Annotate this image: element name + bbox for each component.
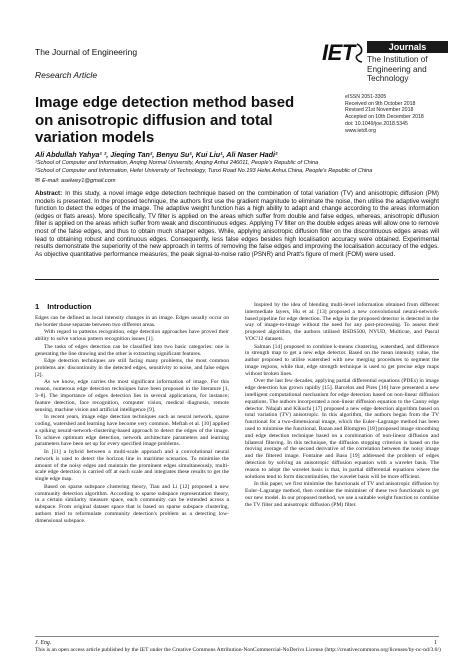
section-number: 1 — [35, 302, 40, 311]
iet-journals-logo — [322, 40, 448, 83]
paragraph: Salman [14] proposed to combine k-means clustering, watershed, and difference in strength map to get a new edge detector. Based on the mean intensity value, the author proposed to utilise watershed with new merging procedures to segment the image regions, while that, edge strength technique is used to get precise edge maps without broken lines. — [245, 343, 439, 377]
license-notice: This is an open access article published by the IET under the Creative Commons Attribution-NonCommercial-NoDerivs License (http://creativecommons.org/licenses/by-nc-nd/3.0/) — [35, 647, 441, 653]
meta-accepted: Accepted on 10th December 2018 — [345, 114, 424, 121]
right-column — [245, 302, 439, 509]
meta-website: www.ietdl.org — [345, 127, 376, 134]
article-meta — [345, 94, 465, 134]
abstract-label: Abstract: — [35, 190, 63, 197]
logo-mark-icon — [355, 43, 364, 63]
abstract-text: In this study, a novel image edge detection technique based on the combination of total variation (TV) and anisotropic diffusion (PM) models is presented. In the proposed technique, the authors first use the gradient magnitude to eliminate the noise, then utilise the adaptive weight function to detect the edges of the image. The adaptive weight function has a high ability to adapt and change according to the areas information (edges or flats areas). More specifically, TV filter is applied on the areas which suffer from double and false edges, whereas, anisotropic diffusion filter is applied on the areas which suffer from weak and discontinuous edges. Applying TV filter on the double edges areas will allow one to remove most of the false edges, and thus to obtain much sharper edges. While, applying anisotropic diffusion filter on the discontinuous edges areas will lead to obtaining robust and continuous edges. Consequently, less false edges besides high localisation accuracy were obtained. Experimental results demonstrate the superiority of the new approach in terms of removing the false edges and improving the localisation accuracy of the edges. As objective quantitative performance measures, the peak signal-to-noise ratio (PSNR) and Pratt's figure of merit (FOM) were used. — [35, 190, 439, 258]
paper-title: Image edge detection method based on anisotropic diffusion and total variation models — [35, 94, 295, 146]
paragraph: Edge detection techniques are still facing many problems, the most common problems are: discontinuity in the detected edges, sensitivity to noise, and false edges [2]. — [35, 358, 229, 378]
article-type: Research Article — [35, 70, 98, 80]
logo-journals-label: Journals — [367, 41, 448, 53]
affiliation-1: ¹School of Computer and Information, Anqing Normal University, Anqing Anhui 246011, People's Republic of China — [35, 160, 319, 166]
left-column — [35, 315, 229, 525]
meta-doi: doi: 10.1049/joe.2018.5345 — [345, 120, 408, 127]
meta-revised: Revised 21st November 2018 — [345, 107, 414, 114]
contact-email — [35, 177, 115, 184]
meta-eissn: eISSN 2051-3305 — [345, 94, 387, 100]
paragraph: Inspired by the idea of blending multi-level information obtained from different intermediate layers, Hu et al. [13] proposed a new convolutional neural-network-based pipeline for edge detection. The edge in the proposed detector is detected in the way of image-to-image without the need for any post-processing. To assess their proposed algorithm, the authors utilised BSDS500, NYUD, Multicue, and Pascal VOC'12 datasets. — [245, 302, 439, 342]
footer-divider — [35, 636, 439, 637]
paragraph: The tasks of edges detection can be classified into two basic categories: one is generating the line drawing and the other is extracting significant features. — [35, 343, 229, 357]
meta-received: Received on 9th October 2018 — [345, 100, 416, 107]
paragraph: In [11] a hybrid between a multi-scale approach and a convolutional neural network is used to detect the horizon line in maritime scenarios. To minimise the amount of the noisy edges and maintain the prominent edges simultaneously, multi-scale edge detection is carried off at each scale and integrates these results to get the single edge map. — [35, 448, 229, 483]
section-heading — [35, 302, 92, 311]
section-title: Introduction — [47, 302, 92, 311]
abstract-divider — [35, 279, 439, 280]
abstract — [35, 190, 439, 258]
logo-institution-line2: Engineering and Technology — [367, 64, 427, 83]
logo-institution-line1: The Institution of — [367, 55, 428, 64]
paragraph: In this paper, we first minimise the functionals of TV and anisotropic diffusion by Euler–Lagrange method, then combine the minimiser of these two functionals to get our new model. In our proposed method, we use a suitable weight function to combine the TV filter and anisotropic diffusion (PM) filter. — [245, 481, 439, 508]
paragraph: As we know, edge carries the most significant information of image. For this reason, numerous edge detection techniques have been proposed in the literature [1, 3–8]. The importance of edges detection lies in several applications, for instance; feature detection, face recognition, computer vision, medical diagnosis, remote sensing, machine vision and artificial intelligence [9]. — [35, 379, 229, 413]
paragraph: Over the last few decades, applying partial differential equations (PDEs) in image edge detection has grown rapidly [15]. Barcelos and Pires [16] have presented a new intelligent computational mechanism for edge detection based on non-linear diffusion equations. The authors incorporated a non-linear diffusion equation to the Canny edge detector. Ndajah and Kikuchi [17] proposed a new edge detection algorithm based on total variation (TV) anisotropic. In this algorithm, the authors began from the TV functional for a two-dimensional image, which the Euler–Lagrange method has been used to minimise the functional. Bazan and Blomgren [18] proposed image smoothing and edge detection technique based on a combination of non-linear diffusion and bilateral filtering. In this technique, the diffusion stopping criterion is based on the moving average of the second derivative of the correlation between the noisy image and the filtered image. Fontaine and Basu [19] addressed the problem of edges detection by solving an anisotropic diffusion equation with a wavelet basis. The reason to adopt the wavelet basis is that, in partial differential equations where the solutions tend to form discontinuities, the wavelet basis will be more efficient. — [245, 378, 439, 480]
envelope-icon: ✉ — [35, 178, 41, 184]
paragraph: Edges can be defined as local intensity changes in an image. Edges usually occur on the border those separate between two different areas. — [35, 315, 229, 328]
email-text: E-mail: aselwey1@gmail.com — [42, 178, 116, 184]
paragraph: With regard to patterns recognition, edge detection approaches have proved their ability to solve various pattern recognition issues [1]. — [35, 329, 229, 343]
footer-journal-abbrev: J. Eng. — [35, 640, 52, 646]
logo-institution — [367, 55, 457, 84]
author-list: Ali Abdullah Yahya¹ ², Jieqing Tan², Benyu Su¹, Kui Liu¹, Ali Naser Hadi² — [35, 150, 278, 159]
affiliation-2: ²School of Computer and Information, Hefei University of Technology, Tunxi Road No.193 Hefei.Anhui.China, People's Republic of China — [35, 168, 373, 174]
paragraph: In recent years, image edge detection techniques such as neural network, sparse coding, watershed and learning have become very common. Meftah et al. [10] applied a spiking neural-network-clustering-based approach to detect the edges of the image. To achieve optimum edge detection, network architecture parameters and learning parameters have been set up for every specified image problems. — [35, 414, 229, 448]
logo-acronym: IET — [322, 40, 355, 65]
journal-name: The Journal of Engineering — [35, 47, 138, 57]
page-number: 1 — [434, 640, 437, 646]
paragraph: Based on sparse subspace clustering theory, Tian and Li [12] proposed a new community detection algorithm. According to sparse subspace representation theory, in a certain similarity measure space, each community can be extended across a subspace. From original dataset space that is based on sparse subspace clustering, authors tried to reformulate community detection's problem as a detecting low-dimensional subspace. — [35, 483, 229, 524]
